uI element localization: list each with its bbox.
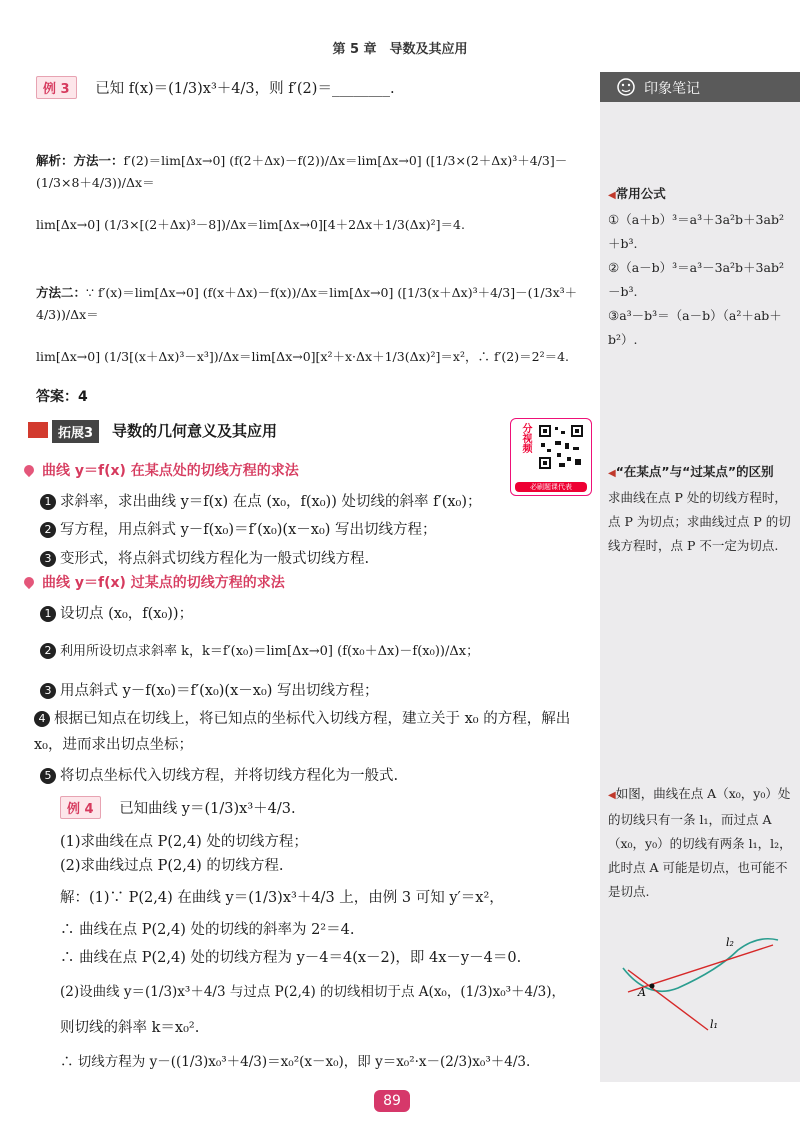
label-l1: l₁ [710,1018,718,1031]
step-number-icon: 2 [40,643,56,659]
method1 [36,150,596,194]
example4-s2: ∴ 曲线在点 P(2,4) 处的切线的斜率为 2²＝4. [60,922,355,938]
example3-tag: 例 3 [36,76,77,99]
subheading-through-point [24,572,285,592]
example3-question: 已知 f(x)＝(1/3)x³＋4/3，则 f′(2)＝________. [95,81,395,97]
figure-note [608,782,794,904]
formula-2: ②（a－b）³＝a³－3a²b＋3ab²－b³. [608,260,784,299]
through-point-step-3 [40,679,379,700]
method2-label: 方法二： [36,285,87,300]
step-number-icon: 4 [34,711,50,727]
point-a [650,984,655,989]
formula-title: 常用公式 [615,186,666,201]
formula-note [608,182,794,352]
section-label: 拓展3 [52,420,99,443]
example4-q2: (2)求曲线过点 P(2,4) 的切线方程. [60,858,284,874]
through-point-step-2 [40,640,479,659]
method1-cont [36,214,596,236]
step-text: 写方程，用点斜式 y－f(x₀)＝f′(x₀)(x－x₀) 写出切线方程； [60,522,437,538]
difference-text: 求曲线在点 P 处的切线方程时，点 P 为切点；求曲线过点 P 的切线方程时，点 P 不一定为切点. [608,490,791,553]
section-heading [28,418,580,444]
example4-s6: ∴ 切线方程为 y－((1/3)x₀³＋4/3)＝x₀²(x－x₀)，即 y＝x₀²·x－(2/3)x₀³＋4/3. [60,1054,531,1070]
step-number-icon: 1 [40,494,56,510]
at-point-step-1 [40,490,482,511]
subheading-at-point [24,460,299,480]
method2-line2: lim[Δx→0] (1/3[(x＋Δx)³－x³])/Δx＝lim[Δx→0][x²＋x·Δx＋1/3(Δx)²]＝x²，∴ f′(2)＝2²＝4. [36,349,570,364]
method2-line1: ∵ f′(x)＝lim[Δx→0] (f(x＋Δx)－f(x))/Δx＝lim[Δx→0] ([1/3(x＋Δx)³＋4/3]－(1/3x³＋4/3))/Δx＝ [36,285,578,322]
step-number-icon: 3 [40,683,56,699]
difference-title: “在某点”与“过某点”的区别 [615,464,774,479]
book-icon [28,422,48,438]
sidebar-title: 印象笔记 [644,81,700,97]
difference-note [608,460,794,558]
step-text: 根据已知点在切线上，将已知点的坐标代入切线方程，建立关于 x₀ 的方程，解出 x₀，进而求出切点坐标； [34,711,571,753]
step-text: 利用所设切点求斜率 k，k＝f′(x₀)＝lim[Δx→0] (f(x₀＋Δx)－f(x₀))/Δx； [60,644,480,659]
step-text: 将切点坐标代入切线方程，并将切线方程化为一般式. [60,768,399,784]
example4-s4: (2)设曲线 y＝(1/3)x³＋4/3 与过点 P(2,4) 的切线相切于点 A(x₀，(1/3)x₀³＋4/3)， [60,984,566,1000]
section-title: 导数的几何意义及其应用 [112,422,278,440]
method2 [36,282,596,326]
notes-sidebar [600,72,800,1082]
method2-cont [36,346,596,368]
label-l2: l₂ [726,936,734,949]
example3-answer: 答案：4 [36,389,88,405]
qr-footer: 必刷题课代表 [515,482,587,492]
example4-q1: (1)求曲线在点 P(2,4) 处的切线方程； [60,834,308,850]
triangle-icon: ◀ [608,190,616,201]
triangle-icon: ◀ [608,468,616,479]
label-a: A [638,986,646,999]
step-text: 用点斜式 y－f(x₀)＝f′(x₀)(x－x₀) 写出切线方程； [60,683,379,699]
example4-s3: ∴ 曲线在点 P(2,4) 处的切线方程为 y－4＝4(x－2)，即 4x－y－4＝0. [60,950,522,966]
through-point-step-1 [40,602,193,623]
notebook-icon [614,76,638,98]
qr-icon [537,423,585,471]
through-point-step-5 [40,764,398,785]
page-number: 89 [374,1090,410,1112]
method1-line2: lim[Δx→0] (1/3×[(2＋Δx)³－8])/Δx＝lim[Δx→0][4＋2Δx＋1/3(Δx)²]＝4. [36,217,465,232]
example4-tag: 例 4 [60,796,101,819]
example4-s1: 解：(1)∵ P(2,4) 在曲线 y＝(1/3)x³＋4/3 上，由例 3 可知 y′＝x²， [60,890,504,906]
subheading-at-point-text: 曲线 y＝f(x) 在某点处的切线方程的求法 [42,463,299,479]
step-text: 设切点 (x₀，f(x₀))； [60,606,194,622]
figure-note-text: 如图，曲线在点 A（x₀，y₀）处的切线只有一条 l₁，而过点 A（x₀，y₀）的切线有两条 l₁，l₂，此时点 A 可能是切点，也可能不是切点. [608,786,792,899]
formula-3: ③a³－b³＝（a－b）（a²＋ab＋b²）. [608,308,782,347]
chapter-header: 第 5 章 导数及其应用 [332,42,468,57]
tangent-figure [608,930,788,1040]
method1-line1: f′(2)＝lim[Δx→0] (f(2＋Δx)－f(2))/Δx＝lim[Δx→0] ([1/3×(2＋Δx)³＋4/3]－(1/3×8＋4/3))/Δx＝ [36,153,568,190]
example3-question-line [36,76,395,99]
step-number-icon: 1 [40,606,56,622]
subheading-through-point-text: 曲线 y＝f(x) 过某点的切线方程的求法 [42,575,285,591]
at-point-step-2 [40,518,437,539]
formula-1: ①（a＋b）³＝a³＋3a²b＋3ab²＋b³. [608,212,784,251]
step-number-icon: 5 [40,768,56,784]
step-number-icon: 2 [40,522,56,538]
bullet-icon [22,463,36,477]
qr-caption: 分视频 [520,423,531,453]
example4-s5: 则切线的斜率 k＝x₀². [60,1020,200,1036]
through-point-step-4 [34,706,590,758]
bullet-icon [22,575,36,589]
example4-question: 已知曲线 y＝(1/3)x³＋4/3. [119,801,296,817]
at-point-step-3 [40,547,369,568]
sidebar-header [600,72,800,102]
qr-code-video[interactable] [510,418,592,496]
example4-question-line [60,796,296,819]
triangle-icon: ◀ [608,790,616,801]
method1-label: 解析：方法一： [36,153,124,168]
step-number-icon: 3 [40,551,56,567]
step-text: 求斜率，求出曲线 y＝f(x) 在点 (x₀，f(x₀)) 处切线的斜率 f′(x₀)； [60,494,482,510]
step-text: 变形式，将点斜式切线方程化为一般式切线方程. [60,551,370,567]
